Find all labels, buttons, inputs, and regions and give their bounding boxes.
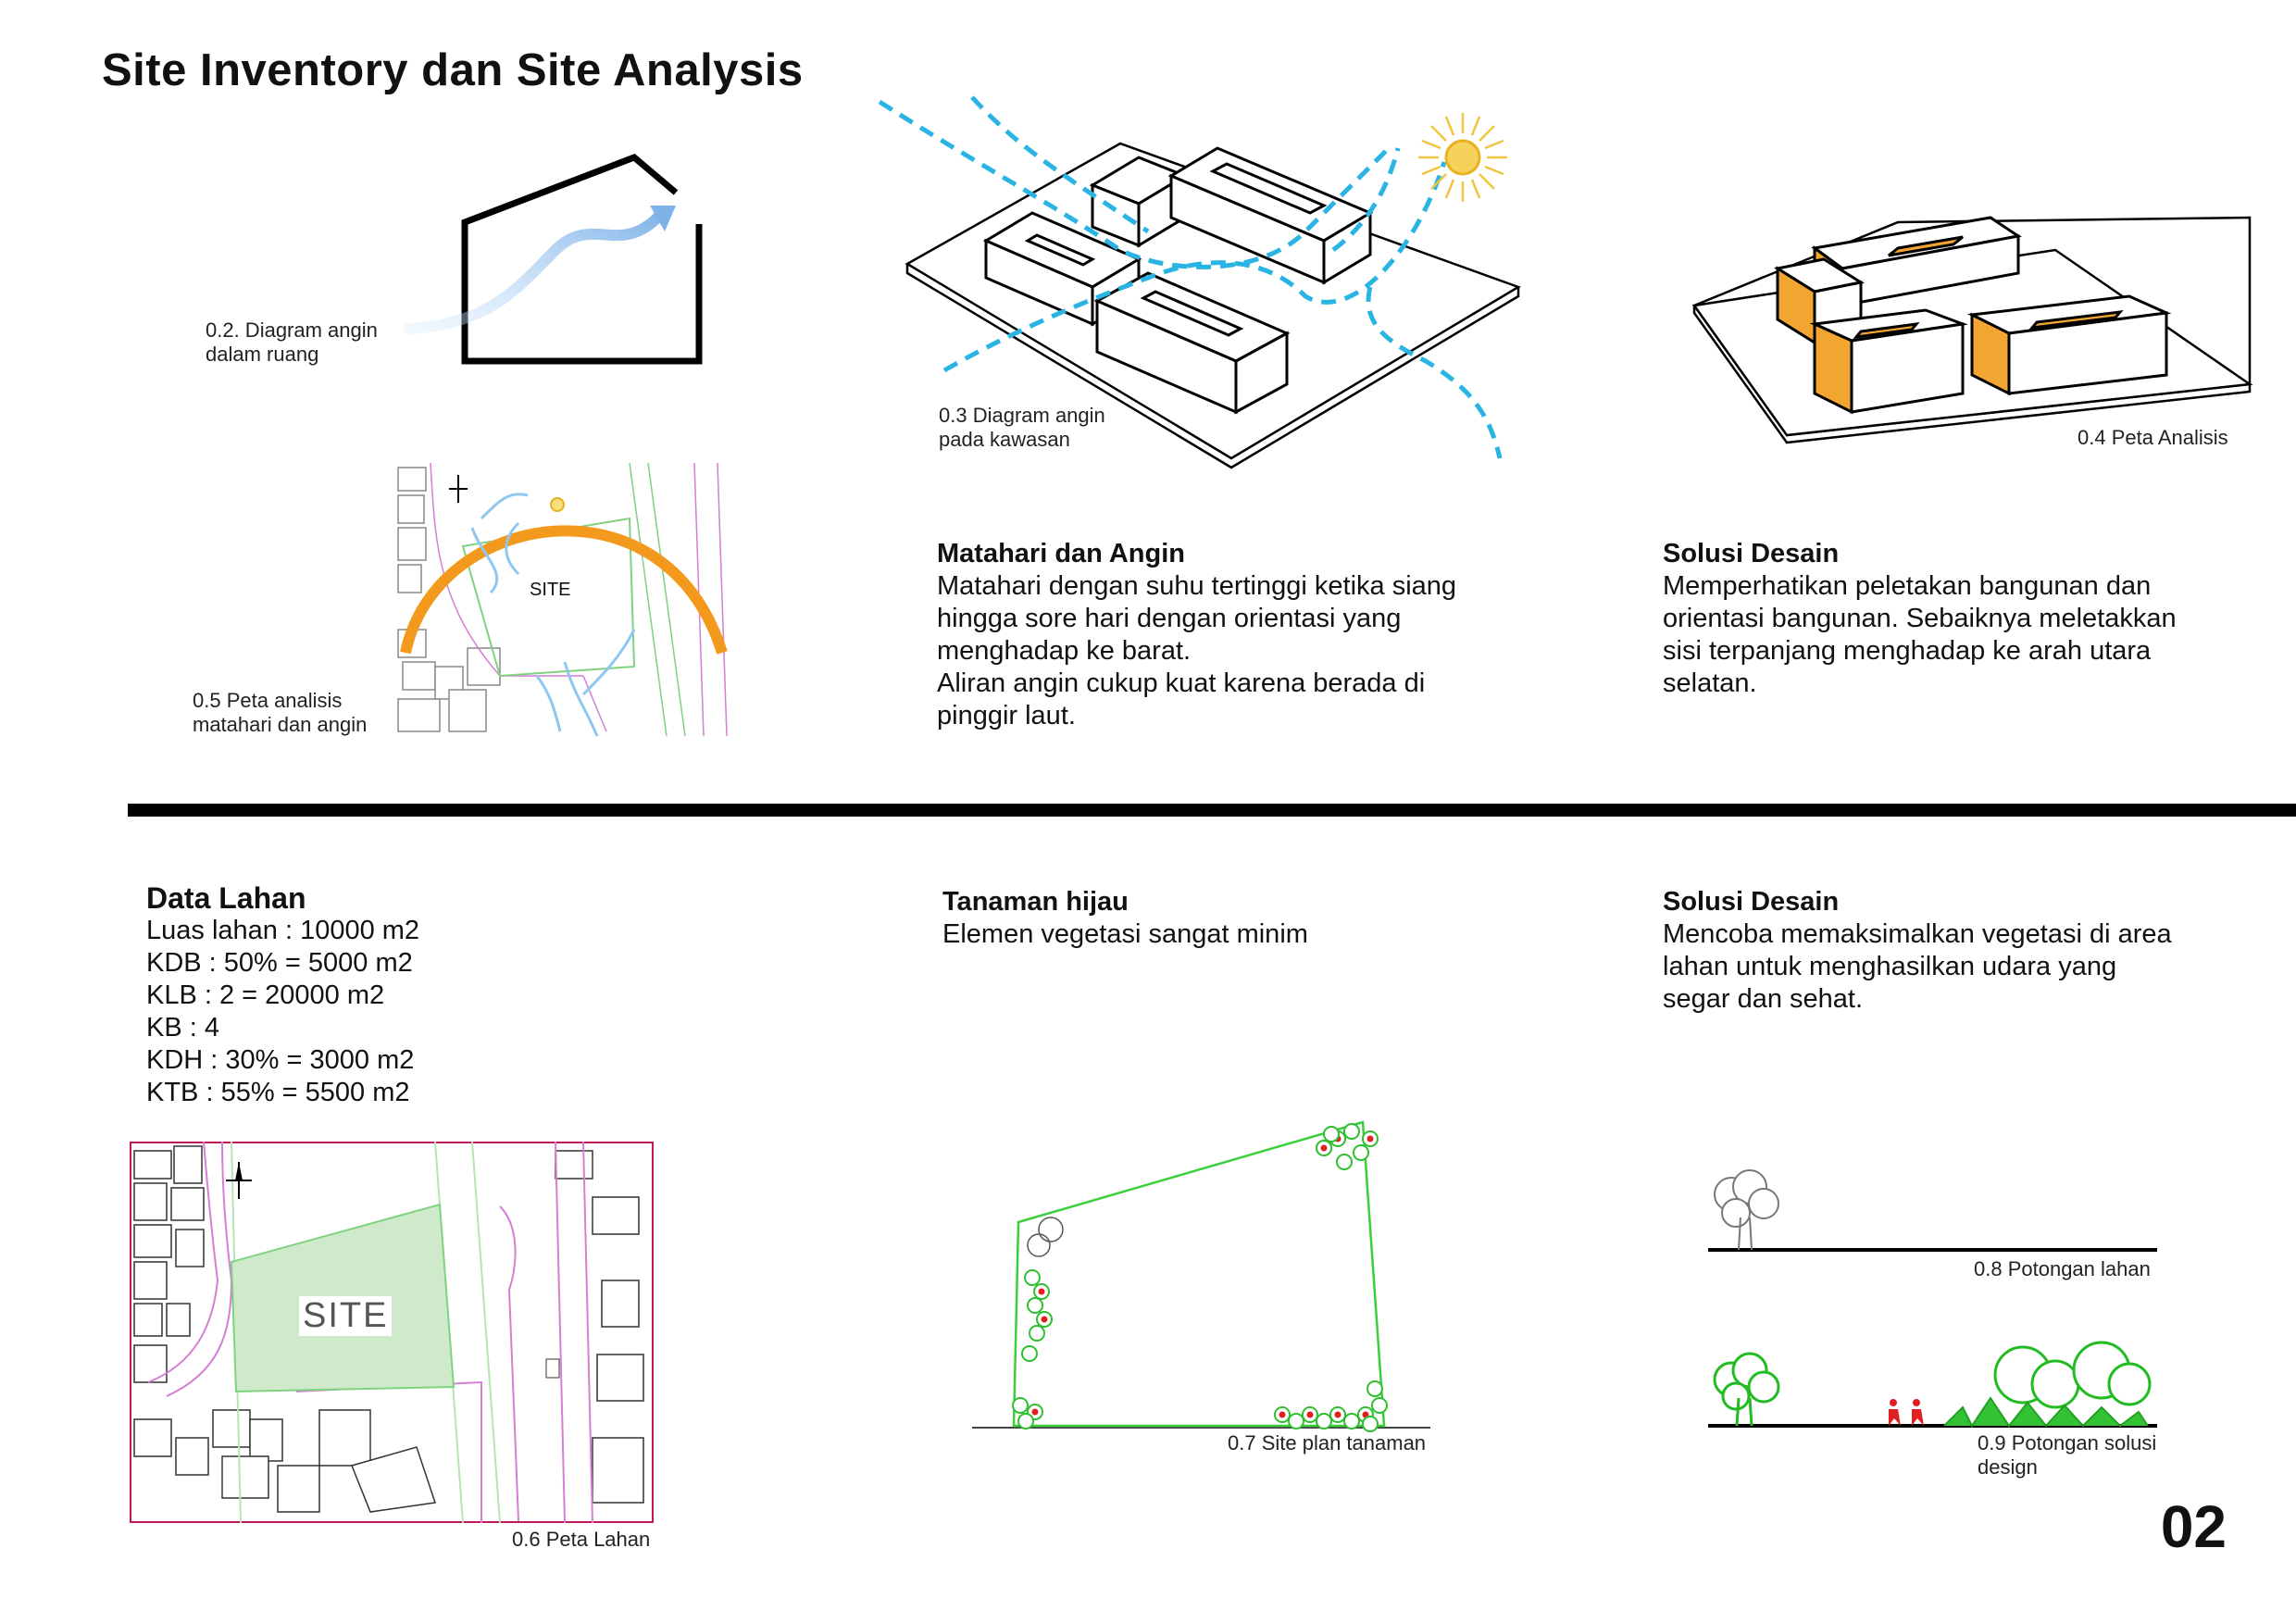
plant-symbol [1028, 1298, 1042, 1313]
tree-icon [1715, 1170, 1778, 1250]
plant-symbol [1025, 1270, 1040, 1285]
tree-symbol [1028, 1217, 1063, 1256]
sun-position [551, 498, 564, 511]
plant-symbol [1344, 1124, 1359, 1139]
plant-symbol [1367, 1381, 1382, 1396]
caption-section-existing: 0.8 Potongan lahan [1974, 1257, 2151, 1280]
page-title: Site Inventory dan Site Analysis [102, 45, 804, 95]
flower-symbol [1039, 1289, 1045, 1295]
section-heading: Tanaman hijau [942, 887, 1129, 917]
section-data-lahan: Data Lahan Luas lahan : 10000 m2 KDB : 50% = 5000 m2 KLB : 2 = 20000 m2 KB : 4 KDH : 30% = 3000 m2 KTB : 55% = 5500 m2 [146, 881, 420, 1107]
planting-site-plan [963, 1111, 1444, 1435]
flower-symbol [1321, 1145, 1328, 1152]
analysis-massing [1685, 204, 2277, 444]
caption-planting-plan: 0.7 Site plan tanaman [1228, 1431, 1427, 1454]
section-heading: Matahari dan Angin [937, 539, 1185, 568]
map-label-site-large: SITE [299, 1296, 392, 1336]
section-heading: Data Lahan [146, 881, 306, 915]
sun-icon [1418, 113, 1507, 202]
map-label-site: SITE [530, 580, 571, 600]
plant-symbol [1022, 1346, 1037, 1361]
plant-symbol [1372, 1398, 1387, 1413]
plant-symbol [1354, 1145, 1368, 1160]
site-section-proposed [1694, 1333, 2176, 1435]
plant-symbol [1337, 1155, 1352, 1169]
caption-district-wind: 0.3 Diagram angin pada kawasan [939, 404, 1105, 451]
flower-symbol [1279, 1412, 1286, 1418]
caption-land-map: 0.6 Peta Lahan [512, 1528, 651, 1551]
plant-symbol [1344, 1414, 1359, 1429]
flower-symbol [1307, 1412, 1314, 1418]
wind-arrow [409, 213, 662, 329]
section-tanaman-hijau: Tanaman hijau Elemen vegetasi sangat minim [942, 887, 1308, 949]
page-number: 02 [2160, 1493, 2227, 1560]
tree-icon [1995, 1342, 2150, 1407]
section-heading: Solusi Desain [1663, 539, 1840, 568]
plant-symbol [1018, 1414, 1033, 1429]
plant-symbol [1324, 1127, 1339, 1142]
flower-symbol [1032, 1409, 1039, 1416]
site-section-existing [1694, 1167, 2176, 1259]
building-block [1815, 310, 1963, 412]
tree-icon [1715, 1354, 1778, 1426]
flower-symbol [1335, 1412, 1341, 1418]
person-icon [1889, 1399, 1924, 1426]
indoor-wind-diagram [407, 148, 722, 370]
flower-symbol [1042, 1317, 1048, 1323]
section-divider [128, 804, 2296, 817]
section-heading: Solusi Desain [1663, 887, 1840, 917]
caption-section-proposed: 0.9 Potongan solusi design [1978, 1431, 2157, 1479]
caption-sun-wind-map: 0.5 Peta analisis matahari dan angin [193, 689, 368, 736]
section-solusi-desain-1: Solusi Desain Memperhatikan peletakan bangunan dan orientasi bangunan. Sebaiknya meletakkan sisi terpanjang menghadap ke arah utara selatan. [1663, 539, 2177, 698]
plant-symbol [1289, 1414, 1304, 1429]
flower-symbol [1367, 1136, 1374, 1142]
plant-symbol [1013, 1398, 1028, 1413]
plant-symbol [1363, 1417, 1378, 1431]
plant-symbol [1316, 1414, 1331, 1429]
building-block [1972, 296, 2166, 393]
caption-analysis-map: 0.4 Peta Analisis [2078, 426, 2228, 449]
plant-symbol [1029, 1326, 1044, 1341]
section-solusi-desain-2: Solusi Desain Mencoba memaksimalkan vegetasi di area lahan untuk menghasilkan udara yang segar dan sehat. [1663, 887, 2172, 1014]
caption-indoor-wind: 0.2. Diagram angin dalam ruang [206, 318, 378, 366]
house-outline [465, 157, 699, 361]
section-matahari-angin: Matahari dan Angin Matahari dengan suhu tertinggi ketika siang hingga sore hari dengan orientasi yang menghadap ke barat. Aliran angin cukup kuat karena berada di pinggir laut. [937, 539, 1457, 730]
